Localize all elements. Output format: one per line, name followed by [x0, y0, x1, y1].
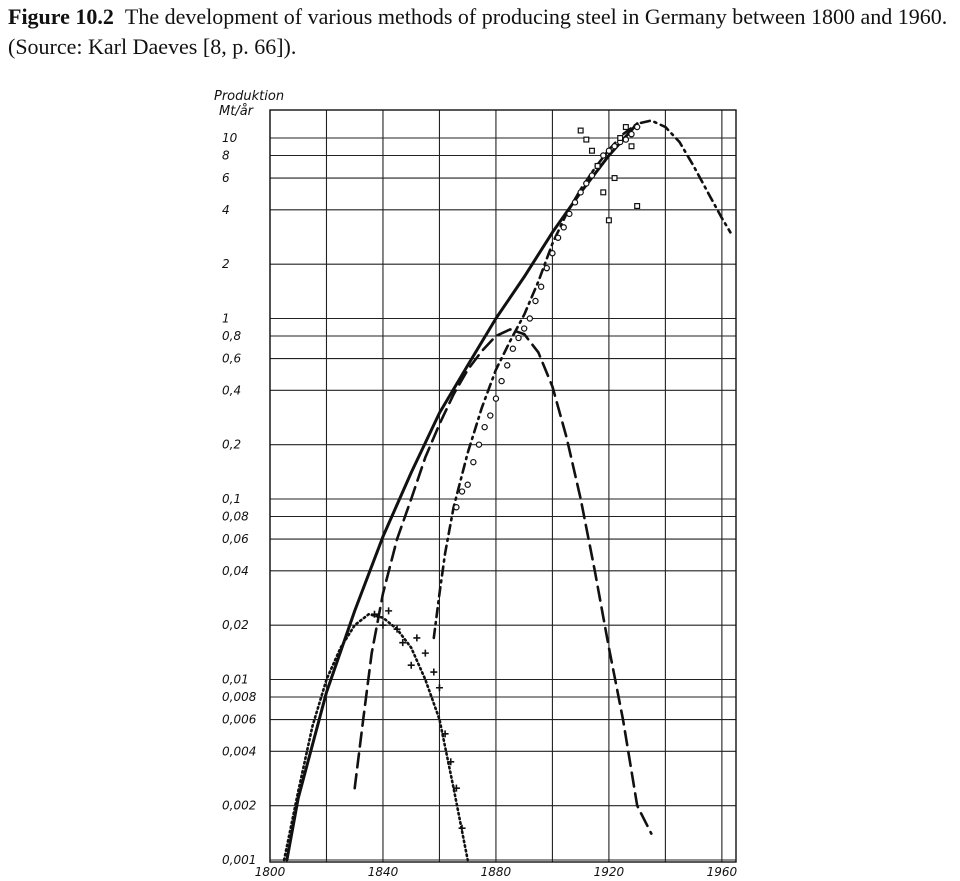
data-point-circle [544, 266, 549, 271]
x-tick-label: 1880 [480, 865, 512, 879]
y-tick-label: 6 [222, 171, 230, 186]
data-point-circle [584, 181, 589, 186]
data-point-cross [379, 622, 386, 629]
data-point-circle [522, 326, 527, 331]
data-point-cross [408, 662, 415, 669]
data-point-square [595, 164, 600, 169]
data-point-square [635, 204, 640, 209]
y-tick-label: 0,01 [222, 672, 249, 687]
y-tick-label: 0,02 [222, 618, 249, 633]
x-tick-label: 1800 [254, 865, 286, 879]
series-dashed-line [355, 329, 652, 833]
caption-text: The development of various methods of producing steel in Germany between 1800 and 1960. (Source: Karl Daeves [8, p. 66]). [8, 4, 948, 59]
data-point-circle [476, 442, 481, 447]
chart-series [284, 121, 730, 861]
data-point-circle [572, 200, 577, 205]
data-point-square [623, 125, 628, 130]
data-point-square [590, 148, 595, 153]
data-point-cross [436, 684, 443, 691]
y-axis-unit: Mt/år [219, 104, 254, 119]
data-point-circle [612, 144, 617, 149]
data-point-circle [561, 225, 566, 230]
data-point-square [612, 176, 617, 181]
data-point-square [578, 128, 583, 133]
y-tick-label: 0,1 [222, 492, 242, 506]
data-point-circle [459, 489, 464, 494]
data-point-square [629, 144, 634, 149]
data-point-cross [385, 607, 392, 614]
y-tick-label: 0,006 [222, 712, 257, 727]
data-point-circle [499, 378, 504, 383]
axis-ticks [222, 131, 738, 879]
data-point-circle [482, 425, 487, 430]
data-point-circle [471, 460, 476, 465]
chart-grid [270, 110, 736, 862]
data-point-circle [539, 284, 544, 289]
data-point-circle [510, 346, 515, 351]
series-dash-dot-line [434, 121, 731, 638]
data-point-square [601, 190, 606, 195]
data-point-circle [589, 173, 594, 178]
y-tick-label: 0,04 [222, 563, 249, 578]
y-tick-label: 8 [222, 148, 230, 163]
y-tick-label: 0,4 [222, 383, 242, 398]
data-point-circle [555, 235, 560, 240]
data-point-cross [413, 634, 420, 641]
data-point-circle [533, 298, 538, 303]
data-point-square [584, 137, 589, 142]
data-point-circle [454, 505, 459, 510]
y-tick-label: 0,8 [222, 328, 242, 343]
data-point-circle [465, 482, 470, 487]
data-point-circle [601, 153, 606, 158]
data-point-circle [635, 124, 640, 129]
y-tick-label: 0,08 [222, 509, 249, 524]
y-tick-label: 0,06 [222, 532, 249, 547]
series-dotted-line [284, 614, 468, 860]
data-point-circle [567, 211, 572, 216]
x-tick-label: 1960 [706, 865, 738, 879]
data-point-square [618, 136, 623, 141]
data-point-circle [527, 316, 532, 321]
data-point-circle [578, 190, 583, 195]
x-tick-label: 1920 [593, 865, 625, 879]
y-tick-label: 1 [222, 311, 230, 326]
y-axis-label: Produktion [214, 89, 285, 104]
data-point-square [607, 218, 612, 223]
data-point-circle [550, 251, 555, 256]
y-tick-label: 0,008 [222, 689, 257, 704]
y-tick-label: 0,002 [222, 798, 257, 813]
data-point-cross [422, 650, 429, 657]
x-tick-label: 1840 [367, 865, 399, 879]
y-tick-label: 2 [222, 257, 230, 272]
y-tick-label: 10 [222, 131, 238, 145]
y-tick-label: 0,001 [222, 853, 257, 867]
y-tick-label: 0,2 [222, 437, 242, 452]
data-point-cross [459, 825, 466, 832]
data-point-cross [430, 669, 437, 676]
data-point-circle [623, 137, 628, 142]
plot-frame [270, 110, 736, 862]
data-point-circle [606, 148, 611, 153]
y-tick-label: 0,004 [222, 744, 257, 759]
data-point-circle [505, 363, 510, 368]
y-tick-label: 0,6 [222, 351, 242, 366]
data-point-circle [488, 413, 493, 418]
figure-label: Figure 10.2 [8, 4, 114, 29]
data-point-circle [516, 335, 521, 340]
data-point-circle [493, 396, 498, 401]
y-tick-label: 4 [222, 202, 230, 217]
data-point-circle [629, 132, 634, 137]
